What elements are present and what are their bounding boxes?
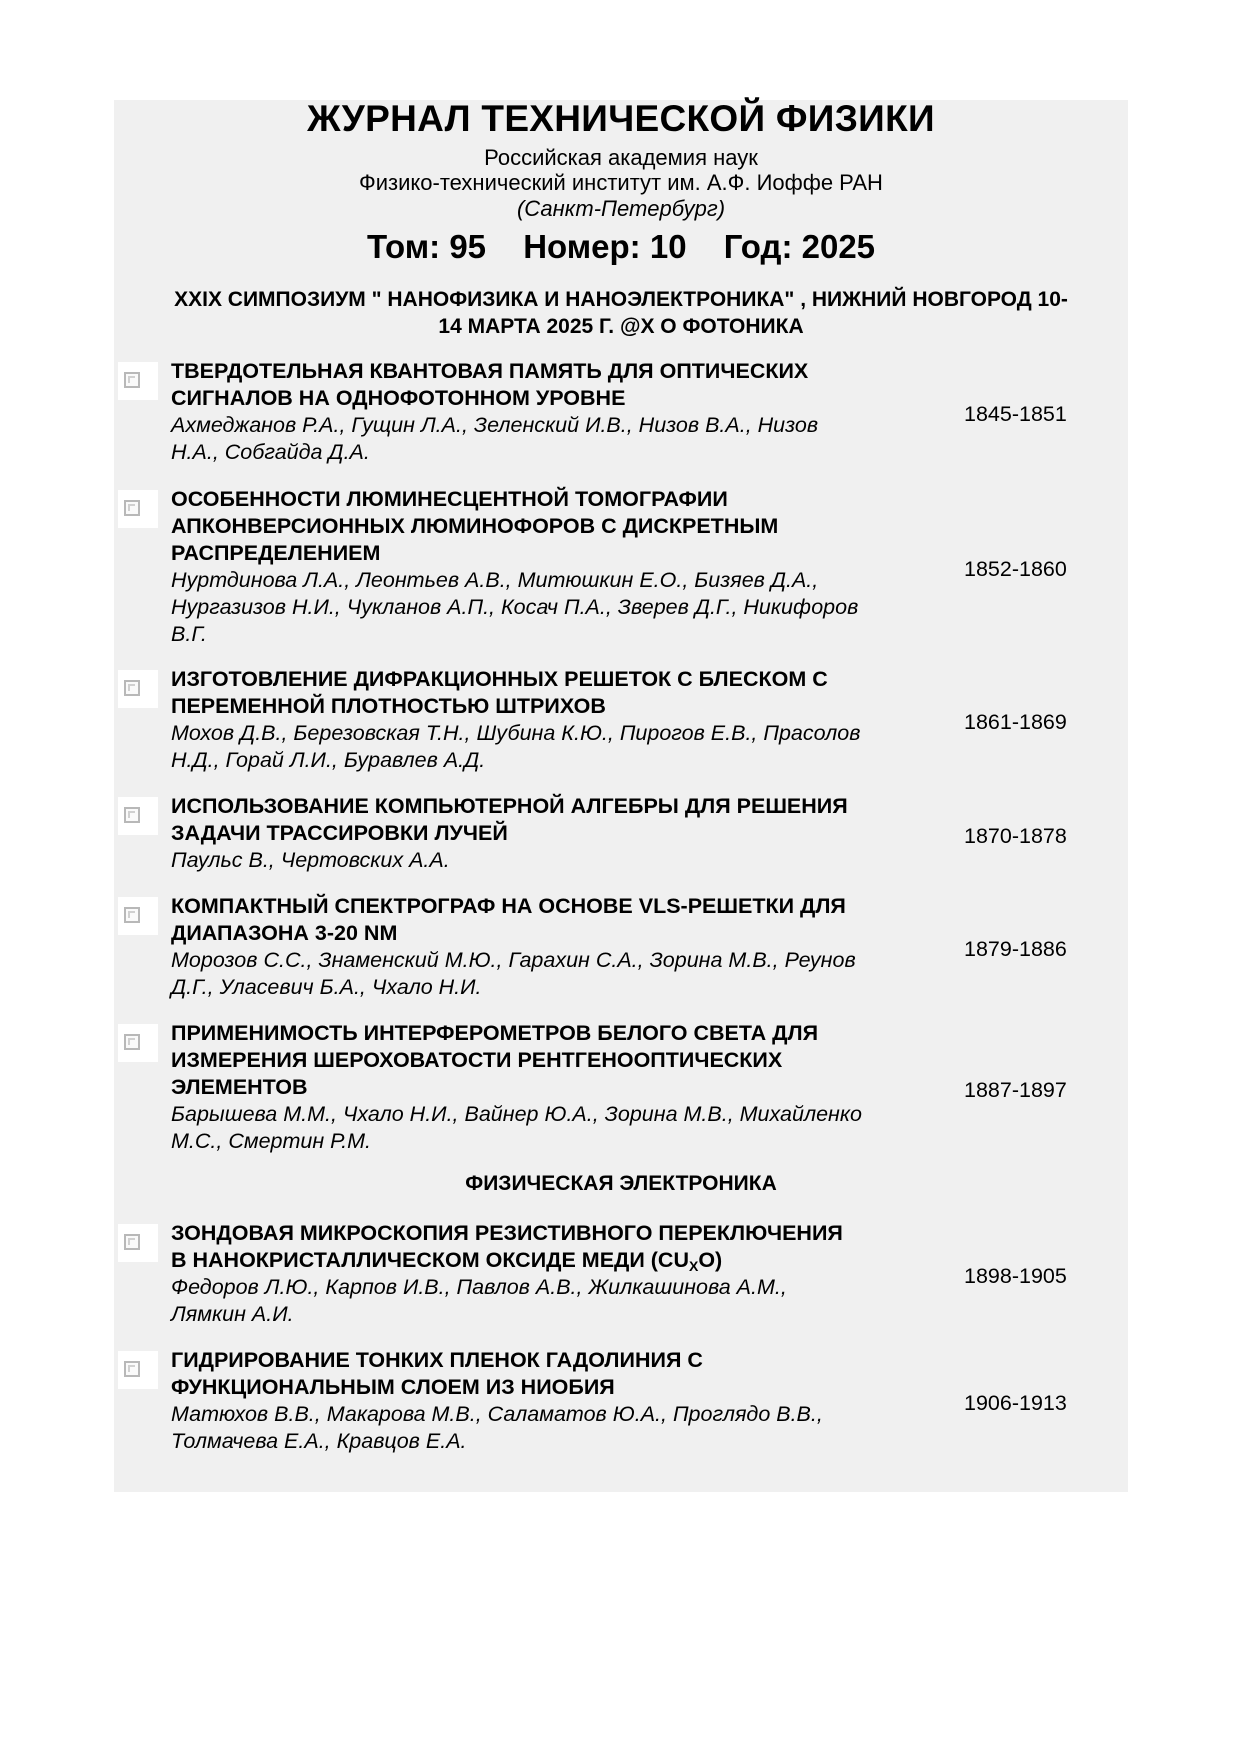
title-line: КОМПАКТНЫЙ СПЕКТРОГРАФ НА ОСНОВЕ VLS-РЕШЕТКИ ДЛЯ	[171, 894, 846, 918]
article-title[interactable]	[171, 486, 941, 567]
title-line: РАСПРЕДЕЛЕНИЕМ	[171, 541, 381, 565]
checkbox-icon	[124, 1034, 140, 1050]
article-authors	[171, 567, 951, 648]
article-pages: 1845-1851	[964, 402, 1067, 426]
article-authors	[171, 847, 951, 874]
title-line: ИСПОЛЬЗОВАНИЕ КОМПЬЮТЕРНОЙ АЛГЕБРЫ ДЛЯ РЕШЕНИЯ	[171, 794, 848, 818]
article-pages: 1887-1897	[964, 1078, 1067, 1102]
checkbox-icon	[124, 1234, 140, 1250]
select-checkbox[interactable]	[118, 490, 158, 528]
title-line: ЗОНДОВАЯ МИКРОСКОПИЯ РЕЗИСТИВНОГО ПЕРЕКЛЮЧЕНИЯ	[171, 1221, 843, 1245]
article-authors	[171, 720, 951, 774]
authors-line: Мохов Д.В., Березовская Т.Н., Шубина К.Ю., Пирогов Е.В., Прасолов	[171, 721, 861, 745]
select-checkbox[interactable]	[118, 1024, 158, 1062]
authors-line: М.С., Смертин Р.М.	[171, 1129, 372, 1153]
checkbox-icon	[124, 680, 140, 696]
authors-line: Нуртдинова Л.А., Леонтьев А.В., Митюшкин Е.О., Бизяев Д.А.,	[171, 568, 819, 592]
section-heading	[124, 286, 1118, 340]
authors-line: В.Г.	[171, 622, 207, 646]
authors-line: Н.А., Собгайда Д.А.	[171, 440, 370, 464]
title-line: ИЗГОТОВЛЕНИЕ ДИФРАКЦИОННЫХ РЕШЕТОК С БЛЕСКОМ С	[171, 667, 828, 691]
authors-line: Нургазизов Н.И., Чукланов А.П., Косач П.А., Зверев Д.Г., Никифоров	[171, 595, 859, 619]
select-checkbox[interactable]	[118, 1351, 158, 1389]
journal-title: ЖУРНАЛ ТЕХНИЧЕСКОЙ ФИЗИКИ	[307, 98, 935, 139]
title-line: АПКОНВЕРСИОННЫХ ЛЮМИНОФОРОВ С ДИСКРЕТНЫМ	[171, 514, 779, 538]
article-title[interactable]	[171, 1220, 941, 1280]
org-city: (Санкт-Петербург)	[516, 196, 726, 221]
authors-line: Барышева М.М., Чхало Н.И., Вайнер Ю.А., Зорина М.В., Михайленко	[171, 1102, 862, 1126]
checkbox-icon	[124, 807, 140, 823]
select-checkbox[interactable]	[118, 897, 158, 935]
subscript: X	[688, 1258, 699, 1274]
issue-info	[114, 228, 1128, 266]
title-line: ФУНКЦИОНАЛЬНЫМ СЛОЕМ ИЗ НИОБИЯ	[171, 1375, 615, 1399]
volume: Том: 95	[366, 228, 487, 265]
authors-line: Матюхов В.В., Макарова М.В., Саламатов Ю.А., Проглядо В.В.,	[171, 1402, 823, 1426]
title-line: ОСОБЕННОСТИ ЛЮМИНЕСЦЕНТНОЙ ТОМОГРАФИИ	[171, 487, 728, 511]
article-authors	[171, 1401, 951, 1455]
checkbox-icon	[124, 372, 140, 388]
title-line: ПРИМЕНИМОСТЬ ИНТЕРФЕРОМЕТРОВ БЕЛОГО СВЕТА ДЛЯ	[171, 1021, 819, 1045]
org-academy: Российская академия наук	[484, 145, 758, 170]
select-checkbox[interactable]	[118, 670, 158, 708]
authors-line: Лямкин А.И.	[171, 1302, 294, 1326]
article-authors	[171, 947, 951, 1001]
title-line: ЗАДАЧИ ТРАССИРОВКИ ЛУЧЕЙ	[171, 821, 508, 845]
article-pages: 1906-1913	[964, 1391, 1067, 1415]
title-line: ПЕРЕМЕННОЙ ПЛОТНОСТЬЮ ШТРИХОВ	[171, 694, 606, 718]
article-pages: 1852-1860	[964, 557, 1067, 581]
article-authors	[171, 412, 951, 466]
title-line: ГИДРИРОВАНИЕ ТОНКИХ ПЛЕНОК ГАДОЛИНИЯ С	[171, 1348, 703, 1372]
authors-line: Толмачева Е.А., Кравцов Е.А.	[171, 1429, 467, 1453]
org-institute: Физико-технический институт им. А.Ф. Иоффе РАН	[359, 170, 883, 195]
title-line: ИЗМЕРЕНИЯ ШЕРОХОВАТОСТИ РЕНТГЕНООПТИЧЕСКИХ	[171, 1048, 783, 1072]
section-heading	[124, 1170, 1118, 1197]
article-title[interactable]	[171, 1020, 941, 1101]
authors-line: Морозов С.С., Знаменский М.Ю., Гарахин С.А., Зорина М.В., Реунов	[171, 948, 856, 972]
checkbox-icon	[124, 500, 140, 516]
section-heading-line: XXIX СИМПОЗИУМ " НАНОФИЗИКА И НАНОЭЛЕКТРОНИКА" , НИЖНИЙ НОВГОРОД 10-	[174, 288, 1068, 311]
section-heading-line: ФИЗИЧЕСКАЯ ЭЛЕКТРОНИКА	[465, 1172, 777, 1195]
authors-line: Ахмеджанов Р.А., Гущин Л.А., Зеленский И.В., Низов В.А., Низов	[171, 413, 819, 437]
title-line: В НАНОКРИСТАЛЛИЧЕСКОМ ОКСИДЕ МЕДИ $(CU_XO)$	[171, 1248, 723, 1274]
title-line: ДИАПАЗОНА 3-20 NM	[171, 921, 398, 945]
title-line: СИГНАЛОВ НА ОДНОФОТОННОМ УРОВНЕ	[171, 386, 626, 410]
year: Год: 2025	[723, 228, 876, 265]
article-pages: 1879-1886	[964, 937, 1067, 961]
select-checkbox[interactable]	[118, 797, 158, 835]
article-title[interactable]	[171, 893, 941, 947]
number: Номер: 10	[523, 228, 687, 265]
authors-line: Н.Д., Горай Л.И., Буравлев А.Д.	[171, 748, 486, 772]
section-heading-line: 14 МАРТА 2025 Г. @X О ФОТОНИКА	[438, 315, 804, 338]
authors-line: Паульс В., Чертовских А.А.	[171, 848, 450, 872]
article-authors	[171, 1101, 951, 1155]
article-pages: 1861-1869	[964, 710, 1067, 734]
select-checkbox[interactable]	[118, 1224, 158, 1262]
checkbox-icon	[124, 1361, 140, 1377]
article-title[interactable]	[171, 666, 941, 720]
authors-line: Д.Г., Уласевич Б.А., Чхало Н.И.	[171, 975, 482, 999]
checkbox-icon	[124, 907, 140, 923]
article-title[interactable]	[171, 793, 941, 847]
article-pages: 1870-1878	[964, 824, 1067, 848]
select-checkbox[interactable]	[118, 362, 158, 400]
authors-line: Федоров Л.Ю., Карпов И.В., Павлов А.В., Жилкашинова А.М.,	[171, 1275, 787, 1299]
article-pages: 1898-1905	[964, 1264, 1067, 1288]
title-line: ЭЛЕМЕНТОВ	[171, 1075, 308, 1099]
article-title[interactable]	[171, 1347, 941, 1401]
article-authors	[171, 1274, 951, 1328]
title-line: ТВЕРДОТЕЛЬНАЯ КВАНТОВАЯ ПАМЯТЬ ДЛЯ ОПТИЧЕСКИХ	[171, 359, 809, 383]
article-title[interactable]	[171, 358, 941, 412]
